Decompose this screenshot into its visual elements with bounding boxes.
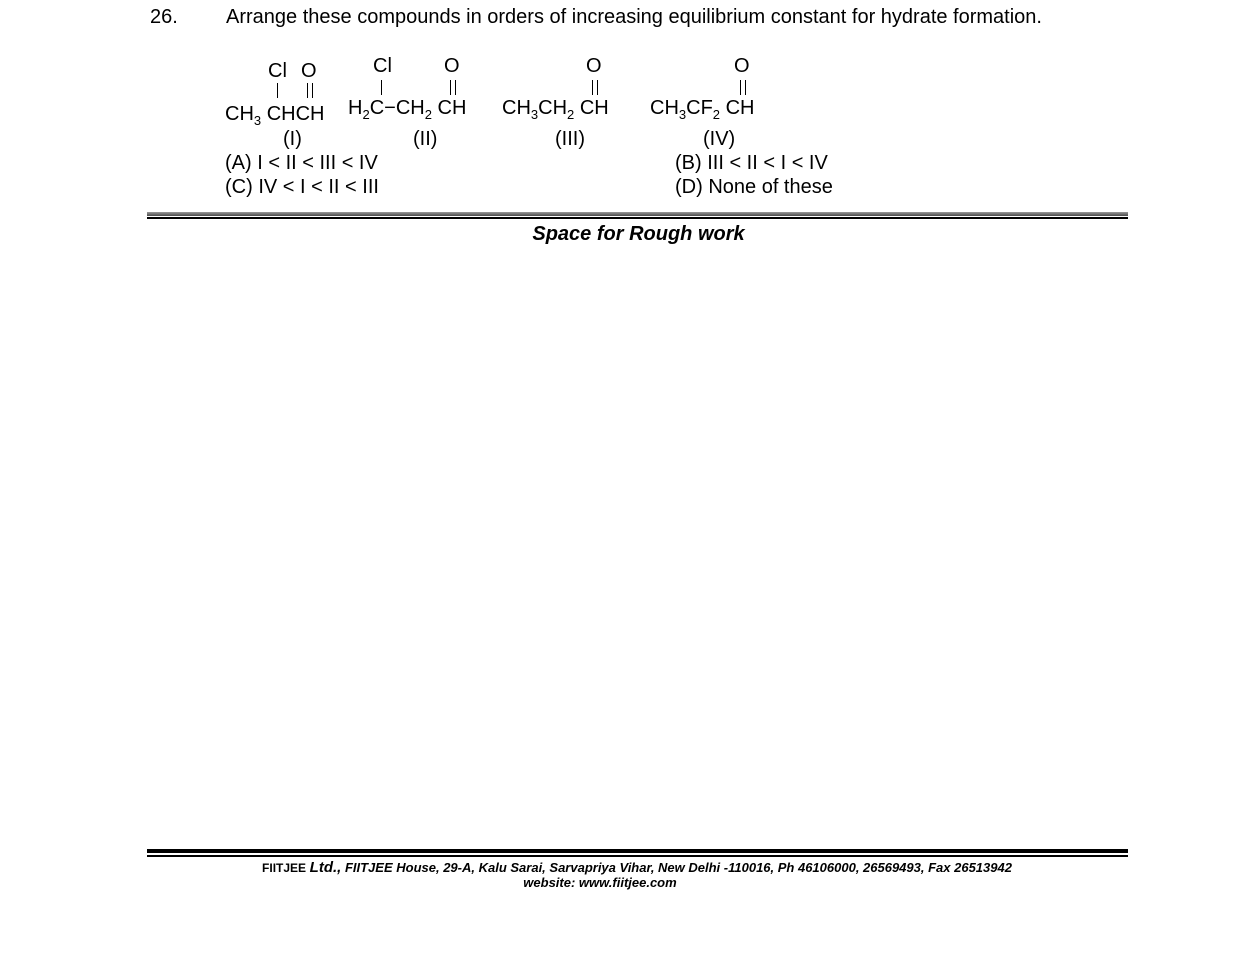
rough-work-heading: Space for Rough work — [532, 223, 745, 245]
option-c: (C) IV < I < II < III — [225, 176, 379, 198]
section-divider-thin — [147, 217, 1128, 219]
footer-ltd: Ltd., — [309, 859, 342, 876]
chlorine-atom: Cl — [268, 60, 287, 82]
footer-website: website: www.fiitjee.com — [523, 875, 677, 890]
option-d: (D) None of these — [675, 176, 833, 198]
chlorine-atom: Cl — [373, 55, 392, 77]
compound-label-i: (I) — [283, 128, 302, 150]
double-bond-left — [740, 80, 741, 95]
formula-row: $CH_3CF_2$ CH — [650, 97, 755, 122]
footer-divider — [147, 849, 1128, 853]
section-divider — [147, 212, 1128, 216]
oxygen-atom: O — [586, 55, 602, 77]
single-bond — [277, 83, 278, 98]
double-bond-right — [455, 80, 456, 95]
rough-work-area — [147, 250, 1128, 845]
compound-label-iv: (IV) — [703, 128, 736, 150]
footer-divider-thin — [147, 855, 1128, 857]
oxygen-atom: O — [734, 55, 750, 77]
footer-brand: FIITJEE — [262, 861, 307, 875]
formula-row: $CH_3$ CHCH — [225, 103, 325, 128]
question-number: 26. — [150, 6, 178, 28]
formula-row: $H_2C-CH_2$ CH — [348, 97, 467, 122]
compound-label-iii: (III) — [555, 128, 585, 150]
single-bond — [381, 80, 382, 95]
oxygen-atom: O — [301, 60, 317, 82]
double-bond-left — [592, 80, 593, 95]
double-bond-left — [450, 80, 451, 95]
footer-address: FIITJEE House, 29-A, Kalu Sarai, Sarvapriya Vihar, New Delhi -110016, Ph 46106000, 26569493, Fax 26513942 — [344, 860, 1012, 875]
double-bond-right — [745, 80, 746, 95]
double-bond-left — [307, 83, 308, 98]
option-b: (B) III < II < I < IV — [675, 152, 828, 174]
double-bond-right — [597, 80, 598, 95]
compound-label-ii: (II) — [413, 128, 438, 150]
formula-row: $CH_3CH_2$ CH — [502, 97, 609, 122]
footer-address-line — [0, 859, 1238, 876]
question-text: Arrange these compounds in orders of increasing equilibrium constant for hydrate formation. — [226, 6, 1042, 28]
option-a: (A) I < II < III < IV — [225, 152, 378, 174]
double-bond-right — [312, 83, 313, 98]
oxygen-atom: O — [444, 55, 460, 77]
